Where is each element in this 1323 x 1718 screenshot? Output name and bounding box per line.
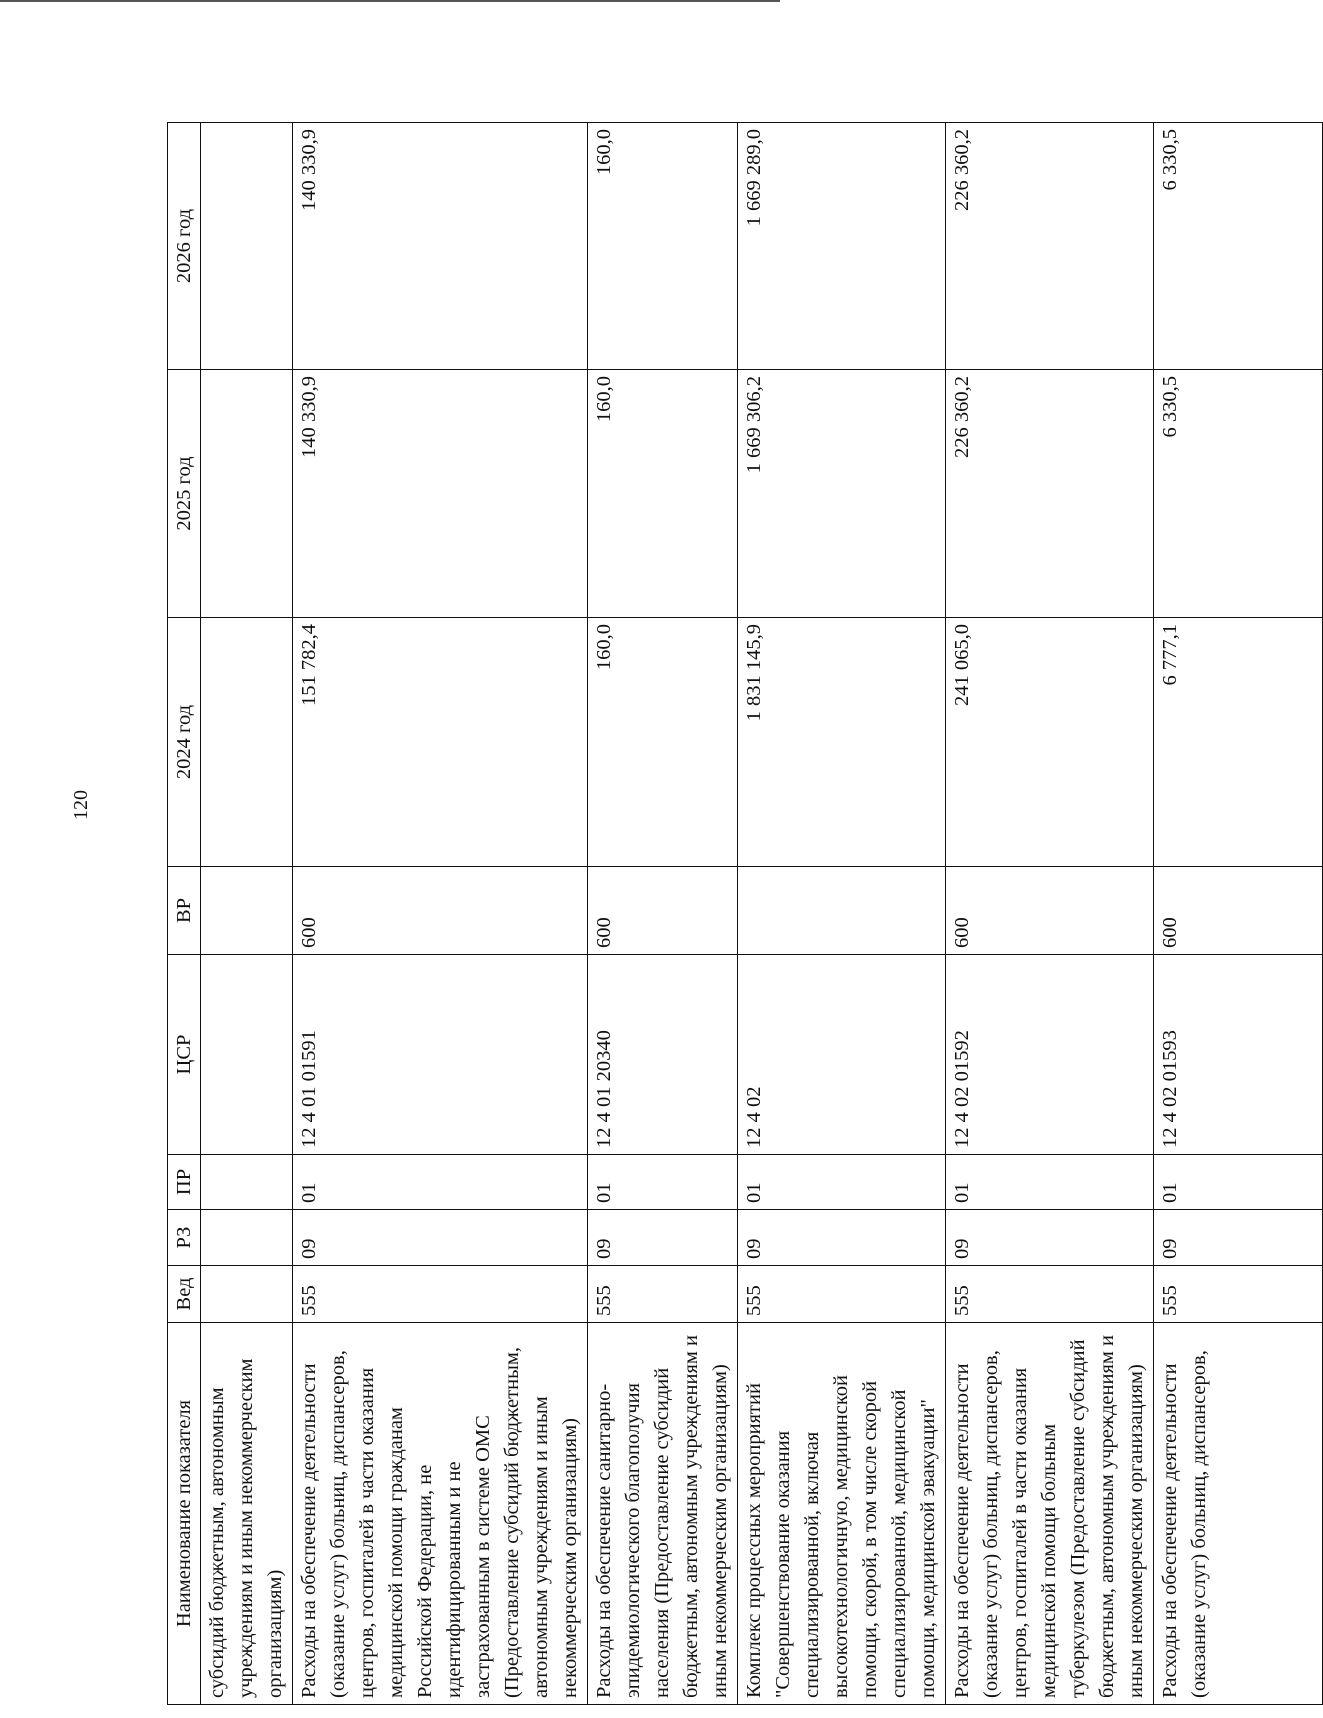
cell-2024: 1 831 145,9 xyxy=(738,618,946,867)
cell-2025: 160,0 xyxy=(588,370,738,618)
cell-pr: 01 xyxy=(293,1155,588,1210)
cell-2026: 6 330,5 xyxy=(1154,123,1323,370)
cell-ved: 555 xyxy=(738,1266,946,1323)
rotated-table-container xyxy=(167,123,1210,1705)
cell-vr: 600 xyxy=(1154,867,1323,955)
cell-2024: 6 777,1 xyxy=(1154,618,1323,867)
header-2026: 2026 год xyxy=(168,123,201,370)
scan-edge-line xyxy=(0,0,780,2)
cell-rz: 09 xyxy=(293,1210,588,1266)
cell-rz: 09 xyxy=(588,1210,738,1266)
cell-2025: 1 669 306,2 xyxy=(738,370,946,618)
cell-2025: 226 360,2 xyxy=(946,370,1154,618)
cell-name: Расходы на обеспечение деятельности (оказание услуг) больниц, диспансеров, xyxy=(1154,1323,1323,1705)
budget-table xyxy=(167,122,1323,1705)
table-row xyxy=(738,123,946,1705)
table-row xyxy=(1154,123,1323,1705)
cell-csr: 12 4 01 20340 xyxy=(588,955,738,1155)
cell-pr: 01 xyxy=(738,1155,946,1210)
cell-2025 xyxy=(201,370,293,618)
cell-csr: 12 4 02 01592 xyxy=(946,955,1154,1155)
cell-pr xyxy=(201,1155,293,1210)
cell-2026: 1 669 289,0 xyxy=(738,123,946,370)
cell-vr xyxy=(738,867,946,955)
cell-2025: 140 330,9 xyxy=(293,370,588,618)
page-number: 120 xyxy=(70,790,92,820)
table-row xyxy=(201,123,293,1705)
table-header-row xyxy=(168,123,201,1705)
cell-2026: 226 360,2 xyxy=(946,123,1154,370)
header-rz: РЗ xyxy=(168,1210,201,1266)
cell-ved xyxy=(201,1266,293,1323)
cell-ved: 555 xyxy=(293,1266,588,1323)
cell-2026 xyxy=(201,123,293,370)
cell-name: Комплекс процессных мероприятий "Совершенствование оказания специализированной, включая высокотехнологичную, медицинской помощи, скорой, в том числе скорой специализированной, медицинской помощи, медицинской эвакуации" xyxy=(738,1323,946,1705)
cell-ved: 555 xyxy=(946,1266,1154,1323)
cell-csr: 12 4 02 01593 xyxy=(1154,955,1323,1155)
header-vr: ВР xyxy=(168,867,201,955)
cell-ved: 555 xyxy=(588,1266,738,1323)
cell-2025: 6 330,5 xyxy=(1154,370,1323,618)
header-pr: ПР xyxy=(168,1155,201,1210)
cell-vr xyxy=(201,867,293,955)
cell-vr: 600 xyxy=(946,867,1154,955)
cell-2026: 140 330,9 xyxy=(293,123,588,370)
cell-rz: 09 xyxy=(1154,1210,1323,1266)
header-2024: 2024 год xyxy=(168,618,201,867)
cell-pr: 01 xyxy=(1154,1155,1323,1210)
cell-csr: 12 4 01 01591 xyxy=(293,955,588,1155)
cell-vr: 600 xyxy=(588,867,738,955)
cell-2024 xyxy=(201,618,293,867)
cell-rz: 09 xyxy=(738,1210,946,1266)
header-name: Наименование показателя xyxy=(168,1323,201,1705)
header-csr: ЦСР xyxy=(168,955,201,1155)
cell-rz: 09 xyxy=(946,1210,1154,1266)
cell-2024: 151 782,4 xyxy=(293,618,588,867)
table-row xyxy=(588,123,738,1705)
cell-csr xyxy=(201,955,293,1155)
cell-csr: 12 4 02 xyxy=(738,955,946,1155)
cell-ved: 555 xyxy=(1154,1266,1323,1323)
cell-name: субсидий бюджетным, автономным учреждениям и иным некоммерческим организациям) xyxy=(201,1323,293,1705)
cell-rz xyxy=(201,1210,293,1266)
cell-2026: 160,0 xyxy=(588,123,738,370)
cell-vr: 600 xyxy=(293,867,588,955)
cell-name: Расходы на обеспечение деятельности (оказание услуг) больниц, диспансеров, центров, госпиталей в части оказания медицинской помощи больным туберкулезом (Предоставление субсидий бюджетным, автономным учреждениям и иным некоммерческим организациям) xyxy=(946,1323,1154,1705)
cell-2024: 241 065,0 xyxy=(946,618,1154,867)
header-2025: 2025 год xyxy=(168,370,201,618)
cell-2024: 160,0 xyxy=(588,618,738,867)
table-row xyxy=(293,123,588,1705)
cell-name: Расходы на обеспечение деятельности (оказание услуг) больниц, диспансеров, центров, госпиталей в части оказания медицинской помощи гражданам Российской Федерации, не идентифицированным и не застрахованным в системе ОМС (Предоставление субсидий бюджетным, автономным учреждениям и иным некоммерческим организациям) xyxy=(293,1323,588,1705)
cell-name: Расходы на обеспечение санитарно-эпидемиологического благополучия населения (Предоставление субсидий бюджетным, автономным учреждениям и иным некоммерческим организациям) xyxy=(588,1323,738,1705)
cell-pr: 01 xyxy=(588,1155,738,1210)
table-row xyxy=(946,123,1154,1705)
header-ved: Вед xyxy=(168,1266,201,1323)
cell-pr: 01 xyxy=(946,1155,1154,1210)
